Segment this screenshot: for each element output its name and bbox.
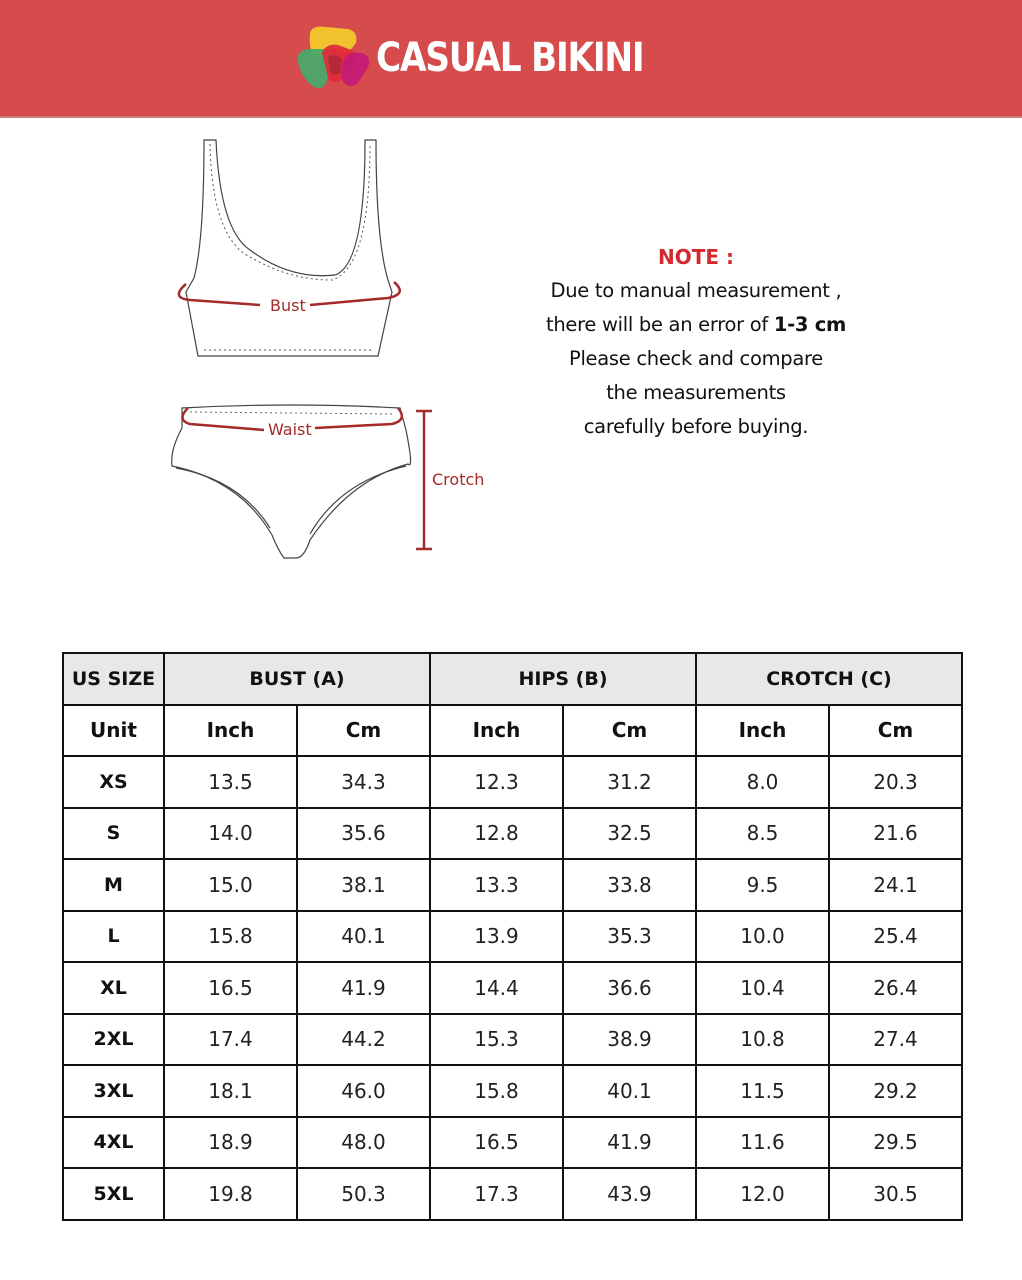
hips-cm: 41.9: [563, 1117, 696, 1169]
note-error-range: 1-3 cm: [773, 313, 846, 336]
unit-label: Unit: [63, 705, 164, 757]
brand-logo-icon: [296, 23, 372, 93]
size-label: XL: [63, 962, 164, 1014]
header-bust: BUST (A): [164, 653, 430, 705]
crotch-cm: 20.3: [829, 756, 962, 808]
unit-hips-cm: Cm: [563, 705, 696, 757]
crotch-cm: 24.1: [829, 859, 962, 911]
measurement-note: [520, 240, 872, 444]
unit-crotch-inch: Inch: [696, 705, 829, 757]
note-line-4: the measurements: [606, 381, 786, 404]
note-line-2: [520, 308, 872, 342]
waist-label: Waist: [268, 420, 312, 439]
crotch-inch: 10.4: [696, 962, 829, 1014]
crotch-inch: 9.5: [696, 859, 829, 911]
bust-cm: 48.0: [297, 1117, 430, 1169]
hips-cm: 40.1: [563, 1065, 696, 1117]
table-row: [63, 756, 962, 808]
crotch-inch: 10.8: [696, 1014, 829, 1066]
crotch-inch: 10.0: [696, 911, 829, 963]
table-row: [63, 1168, 962, 1220]
hips-cm: 33.8: [563, 859, 696, 911]
size-label: 3XL: [63, 1065, 164, 1117]
size-label: 4XL: [63, 1117, 164, 1169]
hips-inch: 15.3: [430, 1014, 563, 1066]
size-label: 5XL: [63, 1168, 164, 1220]
unit-bust-inch: Inch: [164, 705, 297, 757]
crotch-cm: 25.4: [829, 911, 962, 963]
note-line-3: Please check and compare: [568, 347, 823, 370]
crotch-inch: 12.0: [696, 1168, 829, 1220]
hips-cm: 31.2: [563, 756, 696, 808]
bust-inch: 18.9: [164, 1117, 297, 1169]
crotch-inch: 11.5: [696, 1065, 829, 1117]
hips-cm: 43.9: [563, 1168, 696, 1220]
crotch-cm: 26.4: [829, 962, 962, 1014]
unit-bust-cm: Cm: [297, 705, 430, 757]
unit-crotch-cm: Cm: [829, 705, 962, 757]
crotch-cm: 29.5: [829, 1117, 962, 1169]
bust-cm: 38.1: [297, 859, 430, 911]
bikini-outline-icon: [160, 130, 520, 570]
crotch-cm: 27.4: [829, 1014, 962, 1066]
bust-cm: 44.2: [297, 1014, 430, 1066]
crotch-inch: 11.6: [696, 1117, 829, 1169]
crotch-cm: 29.2: [829, 1065, 962, 1117]
garment-diagram: [160, 130, 520, 570]
crotch-inch: 8.5: [696, 808, 829, 860]
table-row: [63, 808, 962, 860]
hips-cm: 32.5: [563, 808, 696, 860]
size-label: S: [63, 808, 164, 860]
note-line-5: carefully before buying.: [583, 415, 809, 438]
bust-inch: 15.8: [164, 911, 297, 963]
note-line-2-text: there will be an error of: [546, 313, 774, 336]
brand: [296, 22, 687, 94]
bust-cm: 35.6: [297, 808, 430, 860]
crotch-cm: 30.5: [829, 1168, 962, 1220]
bust-inch: 15.0: [164, 859, 297, 911]
crotch-label: Crotch: [432, 470, 485, 489]
hips-inch: 12.3: [430, 756, 563, 808]
header-hips: HIPS (B): [430, 653, 696, 705]
hips-inch: 14.4: [430, 962, 563, 1014]
bust-inch: 14.0: [164, 808, 297, 860]
table-row: [63, 962, 962, 1014]
hips-inch: 13.9: [430, 911, 563, 963]
table-row: [63, 1065, 962, 1117]
table-row: [63, 1117, 962, 1169]
bust-inch: 13.5: [164, 756, 297, 808]
size-label: 2XL: [63, 1014, 164, 1066]
size-label: XS: [63, 756, 164, 808]
bust-inch: 18.1: [164, 1065, 297, 1117]
hips-inch: 15.8: [430, 1065, 563, 1117]
header-us-size: US SIZE: [63, 653, 164, 705]
table-row: [63, 1014, 962, 1066]
table-unit-row: [63, 705, 962, 757]
size-label: L: [63, 911, 164, 963]
bust-cm: 46.0: [297, 1065, 430, 1117]
header-banner: [0, 0, 1022, 118]
brand-name: CASUAL BIKINI: [376, 35, 644, 81]
hips-inch: 13.3: [430, 859, 563, 911]
hips-inch: 12.8: [430, 808, 563, 860]
bust-inch: 17.4: [164, 1014, 297, 1066]
bust-inch: 16.5: [164, 962, 297, 1014]
crotch-cm: 21.6: [829, 808, 962, 860]
note-title: NOTE :: [657, 245, 734, 269]
bust-cm: 34.3: [297, 756, 430, 808]
size-label: M: [63, 859, 164, 911]
bust-cm: 50.3: [297, 1168, 430, 1220]
bust-cm: 41.9: [297, 962, 430, 1014]
hips-cm: 38.9: [563, 1014, 696, 1066]
table-row: [63, 859, 962, 911]
table-group-header-row: [63, 653, 962, 705]
bust-label: Bust: [270, 296, 306, 315]
header-crotch: CROTCH (C): [696, 653, 962, 705]
table-row: [63, 911, 962, 963]
crotch-inch: 8.0: [696, 756, 829, 808]
unit-hips-inch: Inch: [430, 705, 563, 757]
size-chart-table: [62, 652, 963, 1221]
bust-inch: 19.8: [164, 1168, 297, 1220]
hips-inch: 17.3: [430, 1168, 563, 1220]
hips-inch: 16.5: [430, 1117, 563, 1169]
note-line-1: Due to manual measurement ,: [550, 279, 842, 302]
bust-cm: 40.1: [297, 911, 430, 963]
hips-cm: 36.6: [563, 962, 696, 1014]
hips-cm: 35.3: [563, 911, 696, 963]
